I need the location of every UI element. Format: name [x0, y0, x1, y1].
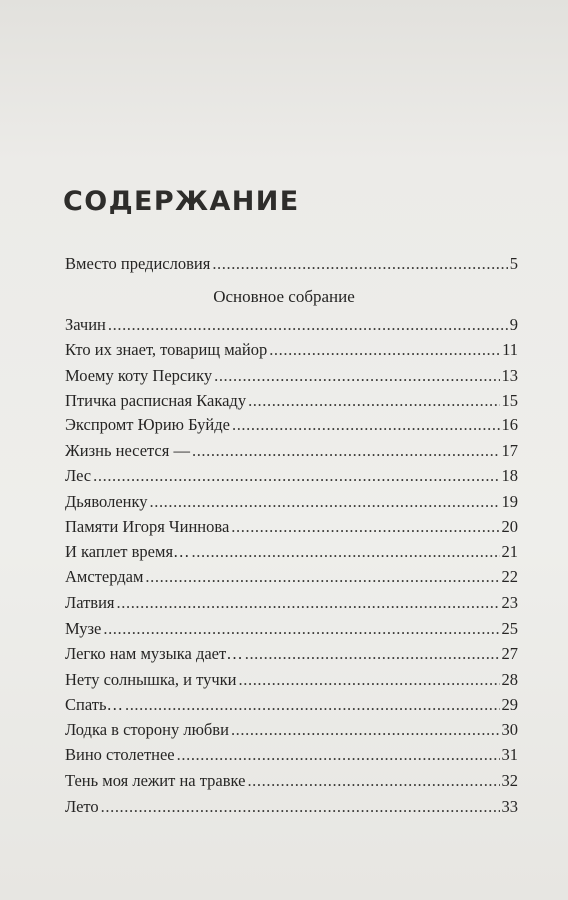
toc-entry-title: Лес: [65, 466, 92, 485]
toc-entry: [65, 365, 518, 387]
toc-entry: [65, 491, 518, 513]
dot-leader: [145, 566, 499, 588]
toc-entry: [65, 770, 518, 792]
toc-entry: [65, 541, 518, 563]
toc-entry-page: 19: [501, 492, 518, 511]
dot-leader: [192, 541, 500, 563]
toc-entry-title: Музе: [65, 619, 102, 638]
toc-entry-page: 29: [501, 695, 518, 714]
toc-entry: [65, 744, 518, 766]
toc-entry-title: Жизнь несется —: [65, 441, 190, 460]
dot-leader: [117, 592, 500, 614]
toc-entry-page: 15: [501, 391, 518, 410]
toc-entry-page: 27: [501, 644, 518, 663]
toc-entry-title: Дьяволенку: [65, 492, 148, 511]
toc-entry-title: И каплет время…: [65, 542, 190, 561]
toc-entry: [65, 339, 518, 361]
toc-entry-title: Экспромт Юрию Буйде: [65, 415, 230, 434]
toc-entry-page: 22: [501, 567, 518, 586]
toc-entry-page: 21: [501, 542, 518, 561]
toc-entry-page: 33: [501, 797, 518, 816]
toc-entry-title: Лодка в сторону любви: [65, 720, 229, 739]
toc-entry-title: Лето: [65, 797, 99, 816]
dot-leader: [177, 744, 500, 766]
dot-leader: [93, 465, 499, 487]
dot-leader: [231, 516, 499, 538]
toc-entry-title: Амстердам: [65, 567, 144, 586]
toc-entry: [65, 414, 518, 436]
toc-entry-title: Вино столетнее: [65, 745, 175, 764]
toc-entry-page: 30: [501, 720, 518, 739]
dot-leader: [212, 253, 507, 275]
toc-entry-title: Памяти Игоря Чиннова: [65, 517, 230, 536]
dot-leader: [269, 339, 500, 361]
dot-leader: [247, 770, 499, 792]
toc-entry-page: 32: [501, 771, 518, 790]
dot-leader: [231, 719, 500, 741]
toc-entry-page: 28: [501, 670, 518, 689]
toc-entry-page: 13: [501, 366, 518, 385]
dot-leader: [125, 694, 500, 716]
toc-entry: [65, 390, 518, 412]
dot-leader: [103, 618, 499, 640]
toc-entry-page: 5: [509, 254, 518, 273]
toc-entry-page: 16: [501, 415, 518, 434]
toc-entry: [65, 566, 518, 588]
toc-entry: [65, 465, 518, 487]
toc-entry-title: Вместо предисловия: [65, 254, 211, 273]
toc-entry-title: Кто их знает, товарищ майор: [65, 340, 268, 359]
dot-leader: [239, 669, 500, 691]
toc-entry: [65, 643, 518, 665]
toc-entry: [65, 516, 518, 538]
dot-leader: [214, 365, 499, 387]
toc-entry-intro: [65, 253, 518, 275]
toc-entry-page: 9: [509, 315, 518, 334]
toc-entry: [65, 618, 518, 640]
toc-entry: [65, 719, 518, 741]
toc-entry-page: 31: [501, 745, 518, 764]
toc-entry-title: Птичка расписная Какаду: [65, 391, 247, 410]
page-title: СОДЕРЖАНИЕ: [63, 186, 300, 217]
dot-leader: [232, 414, 500, 436]
toc-entry-page: 18: [501, 466, 518, 485]
toc-entry-page: 17: [501, 441, 518, 460]
toc-entry-page: 20: [501, 517, 518, 536]
toc-entry-title: Моему коту Персику: [65, 366, 213, 385]
toc-entry-title: Зачин: [65, 315, 106, 334]
toc-entry: [65, 440, 518, 462]
toc-entry: [65, 694, 518, 716]
dot-leader: [101, 796, 500, 818]
dot-leader: [192, 440, 500, 462]
toc-entry-title: Нету солнышка, и тучки: [65, 670, 237, 689]
toc-entry: [65, 592, 518, 614]
toc-entry-page: 23: [501, 593, 518, 612]
toc-entry-page: 11: [502, 340, 518, 359]
toc-entry-title: Легко нам музыка дает…: [65, 644, 243, 663]
section-heading: Основное собрание: [213, 287, 355, 306]
dot-leader: [245, 643, 500, 665]
toc-entry: [65, 796, 518, 818]
dot-leader: [150, 491, 500, 513]
toc-entry-title: Латвия: [65, 593, 115, 612]
toc-entry: [65, 314, 518, 336]
toc-entry-title: Спать…: [65, 695, 123, 714]
toc-entry: [65, 669, 518, 691]
dot-leader: [248, 390, 499, 412]
dot-leader: [108, 314, 508, 336]
toc-entry-title: Тень моя лежит на травке: [65, 771, 246, 790]
toc-entry-page: 25: [501, 619, 518, 638]
